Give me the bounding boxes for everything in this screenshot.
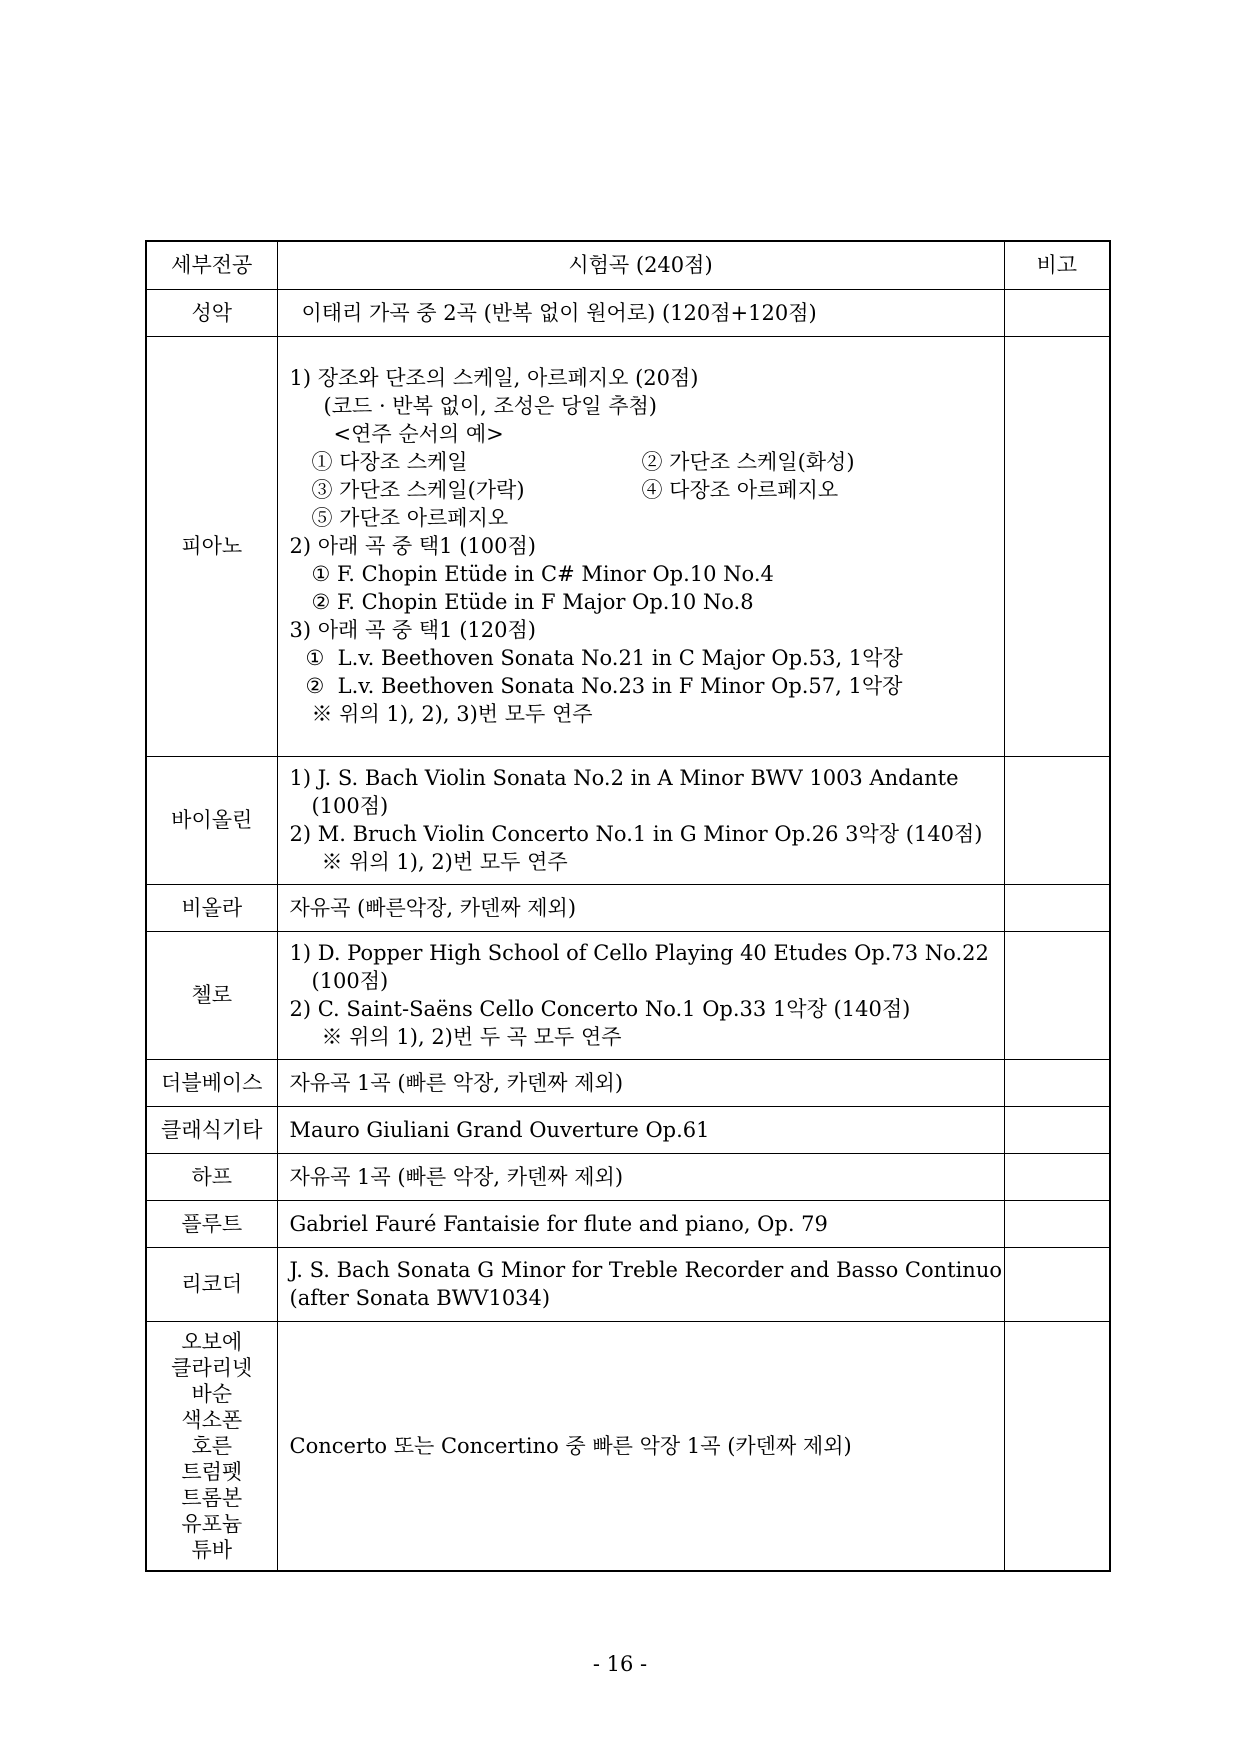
notes-recorder xyxy=(1004,1247,1110,1321)
recorder-line-2: (after Sonata BWV1034) xyxy=(289,1286,551,1310)
major-clarinet: 클라리넷 xyxy=(171,1355,253,1380)
row-harp xyxy=(146,1153,1110,1200)
piano-line-8: ① L.v. Beethoven Sonata No.21 in C Major Op.53, 1악장 xyxy=(305,646,903,670)
recorder-line-1: J. S. Bach Sonata G Minor for Treble Recorder and Basso Continuo xyxy=(289,1258,1003,1282)
piano-scale-3: ③ 가단조 스케일(가락) xyxy=(311,478,525,502)
header-row xyxy=(146,241,1110,289)
major-trumpet: 트럼펫 xyxy=(181,1459,243,1484)
piano-scale-4: ④ 다장조 아르페지오 xyxy=(641,478,839,502)
piano-line-1: 1) 장조와 단조의 스케일, 아르페지오 (20점) xyxy=(289,366,699,390)
piano-scale-2: ② 가단조 스케일(화성) xyxy=(641,450,855,474)
pieces-vocal xyxy=(277,289,1004,336)
row-flute xyxy=(146,1200,1110,1247)
pieces-doublebass xyxy=(277,1059,1004,1106)
pieces-cello xyxy=(277,931,1004,1059)
piano-line-3: <연주 순서의 예> xyxy=(333,422,504,446)
pieces-doublebass-text: 자유곡 1곡 (빠른 악장, 카덴짜 제외) xyxy=(289,1070,624,1095)
pieces-winds-text: Concerto 또는 Concertino 중 빠른 악장 1곡 (카덴짜 제외) xyxy=(289,1433,852,1458)
piano-line-9: ② L.v. Beethoven Sonata No.23 in F Minor Op.57, 1악장 xyxy=(305,674,903,698)
cello-line-4: ※ 위의 1), 2)번 두 곡 모두 연주 xyxy=(321,1025,622,1049)
piano-line-10: ※ 위의 1), 2), 3)번 모두 연주 xyxy=(311,702,593,726)
piano-line-4: 2) 아래 곡 중 택1 (100점) xyxy=(289,534,536,558)
row-cello xyxy=(146,931,1110,1059)
major-viola: 비올라 xyxy=(146,884,277,931)
major-guitar: 클래식기타 xyxy=(146,1106,277,1153)
row-violin xyxy=(146,756,1110,884)
pieces-viola xyxy=(277,884,1004,931)
notes-doublebass xyxy=(1004,1059,1110,1106)
pieces-violin xyxy=(277,756,1004,884)
notes-winds xyxy=(1004,1321,1110,1571)
cello-line-1: 1) D. Popper High School of Cello Playing 40 Etudes Op.73 No.22 xyxy=(289,941,989,965)
pieces-harp-text: 자유곡 1곡 (빠른 악장, 카덴짜 제외) xyxy=(289,1164,624,1189)
pieces-guitar-text: Mauro Giuliani Grand Ouverture Op.61 xyxy=(289,1117,710,1142)
row-guitar xyxy=(146,1106,1110,1153)
major-cello: 첼로 xyxy=(146,931,277,1059)
major-trombone: 트롬본 xyxy=(181,1485,243,1510)
major-vocal: 성악 xyxy=(146,289,277,336)
major-recorder: 리코더 xyxy=(146,1247,277,1321)
pieces-winds xyxy=(277,1321,1004,1571)
header-pieces: 시험곡 (240점) xyxy=(277,241,1004,289)
header-notes: 비고 xyxy=(1004,241,1110,289)
row-viola xyxy=(146,884,1110,931)
major-flute: 플루트 xyxy=(146,1200,277,1247)
major-doublebass: 더블베이스 xyxy=(146,1059,277,1106)
violin-line-1: 1) J. S. Bach Violin Sonata No.2 in A Minor BWV 1003 Andante xyxy=(289,766,959,790)
notes-cello xyxy=(1004,931,1110,1059)
major-euphonium: 유포늄 xyxy=(181,1511,243,1536)
notes-vocal xyxy=(1004,289,1110,336)
row-recorder xyxy=(146,1247,1110,1321)
notes-violin xyxy=(1004,756,1110,884)
pieces-recorder xyxy=(277,1247,1004,1321)
notes-viola xyxy=(1004,884,1110,931)
notes-harp xyxy=(1004,1153,1110,1200)
major-oboe: 오보에 xyxy=(181,1329,243,1354)
piano-scale-pair-2 xyxy=(290,476,992,504)
piano-line-2: (코드 · 반복 없이, 조성은 당일 추첨) xyxy=(323,394,658,418)
cello-line-2: (100점) xyxy=(311,969,389,993)
pieces-viola-text: 자유곡 (빠른악장, 카덴짜 제외) xyxy=(289,895,577,920)
notes-piano xyxy=(1004,336,1110,756)
page-number: - 16 - xyxy=(592,1652,648,1676)
piano-line-6: ② F. Chopin Etüde in F Major Op.10 No.8 xyxy=(311,590,754,614)
notes-guitar xyxy=(1004,1106,1110,1153)
row-vocal xyxy=(146,289,1110,336)
piano-scale-1: ① 다장조 스케일 xyxy=(311,450,468,474)
row-winds xyxy=(146,1321,1110,1571)
major-horn: 호른 xyxy=(191,1433,233,1458)
major-winds xyxy=(146,1321,277,1571)
pieces-harp xyxy=(277,1153,1004,1200)
notes-flute xyxy=(1004,1200,1110,1247)
violin-line-4: ※ 위의 1), 2)번 모두 연주 xyxy=(321,850,568,874)
violin-line-2: (100점) xyxy=(311,794,389,818)
pieces-piano xyxy=(277,336,1004,756)
piano-line-5: ① F. Chopin Etüde in C# Minor Op.10 No.4 xyxy=(311,562,774,586)
row-piano xyxy=(146,336,1110,756)
major-harp: 하프 xyxy=(146,1153,277,1200)
piano-line-7: 3) 아래 곡 중 택1 (120점) xyxy=(289,618,536,642)
pieces-guitar xyxy=(277,1106,1004,1153)
major-bassoon: 바순 xyxy=(191,1381,233,1406)
row-doublebass xyxy=(146,1059,1110,1106)
header-major: 세부전공 xyxy=(146,241,277,289)
violin-line-3: 2) M. Bruch Violin Concerto No.1 in G Minor Op.26 3악장 (140점) xyxy=(289,822,983,846)
piano-scale-5: ⑤ 가단조 아르페지오 xyxy=(311,506,509,530)
pieces-flute xyxy=(277,1200,1004,1247)
piano-scale-pair-1 xyxy=(290,448,992,476)
major-saxophone: 색소폰 xyxy=(181,1407,243,1432)
major-tuba: 튜바 xyxy=(191,1537,233,1562)
pieces-flute-text: Gabriel Fauré Fantaisie for flute and piano, Op. 79 xyxy=(289,1211,828,1236)
major-piano: 피아노 xyxy=(146,336,277,756)
exam-pieces-table xyxy=(145,240,1111,1572)
pieces-vocal-text: 이태리 가곡 중 2곡 (반복 없이 원어로) (120점+120점) xyxy=(301,300,817,325)
cello-line-3: 2) C. Saint-Saëns Cello Concerto No.1 Op.33 1악장 (140점) xyxy=(289,997,911,1021)
major-violin: 바이올린 xyxy=(146,756,277,884)
